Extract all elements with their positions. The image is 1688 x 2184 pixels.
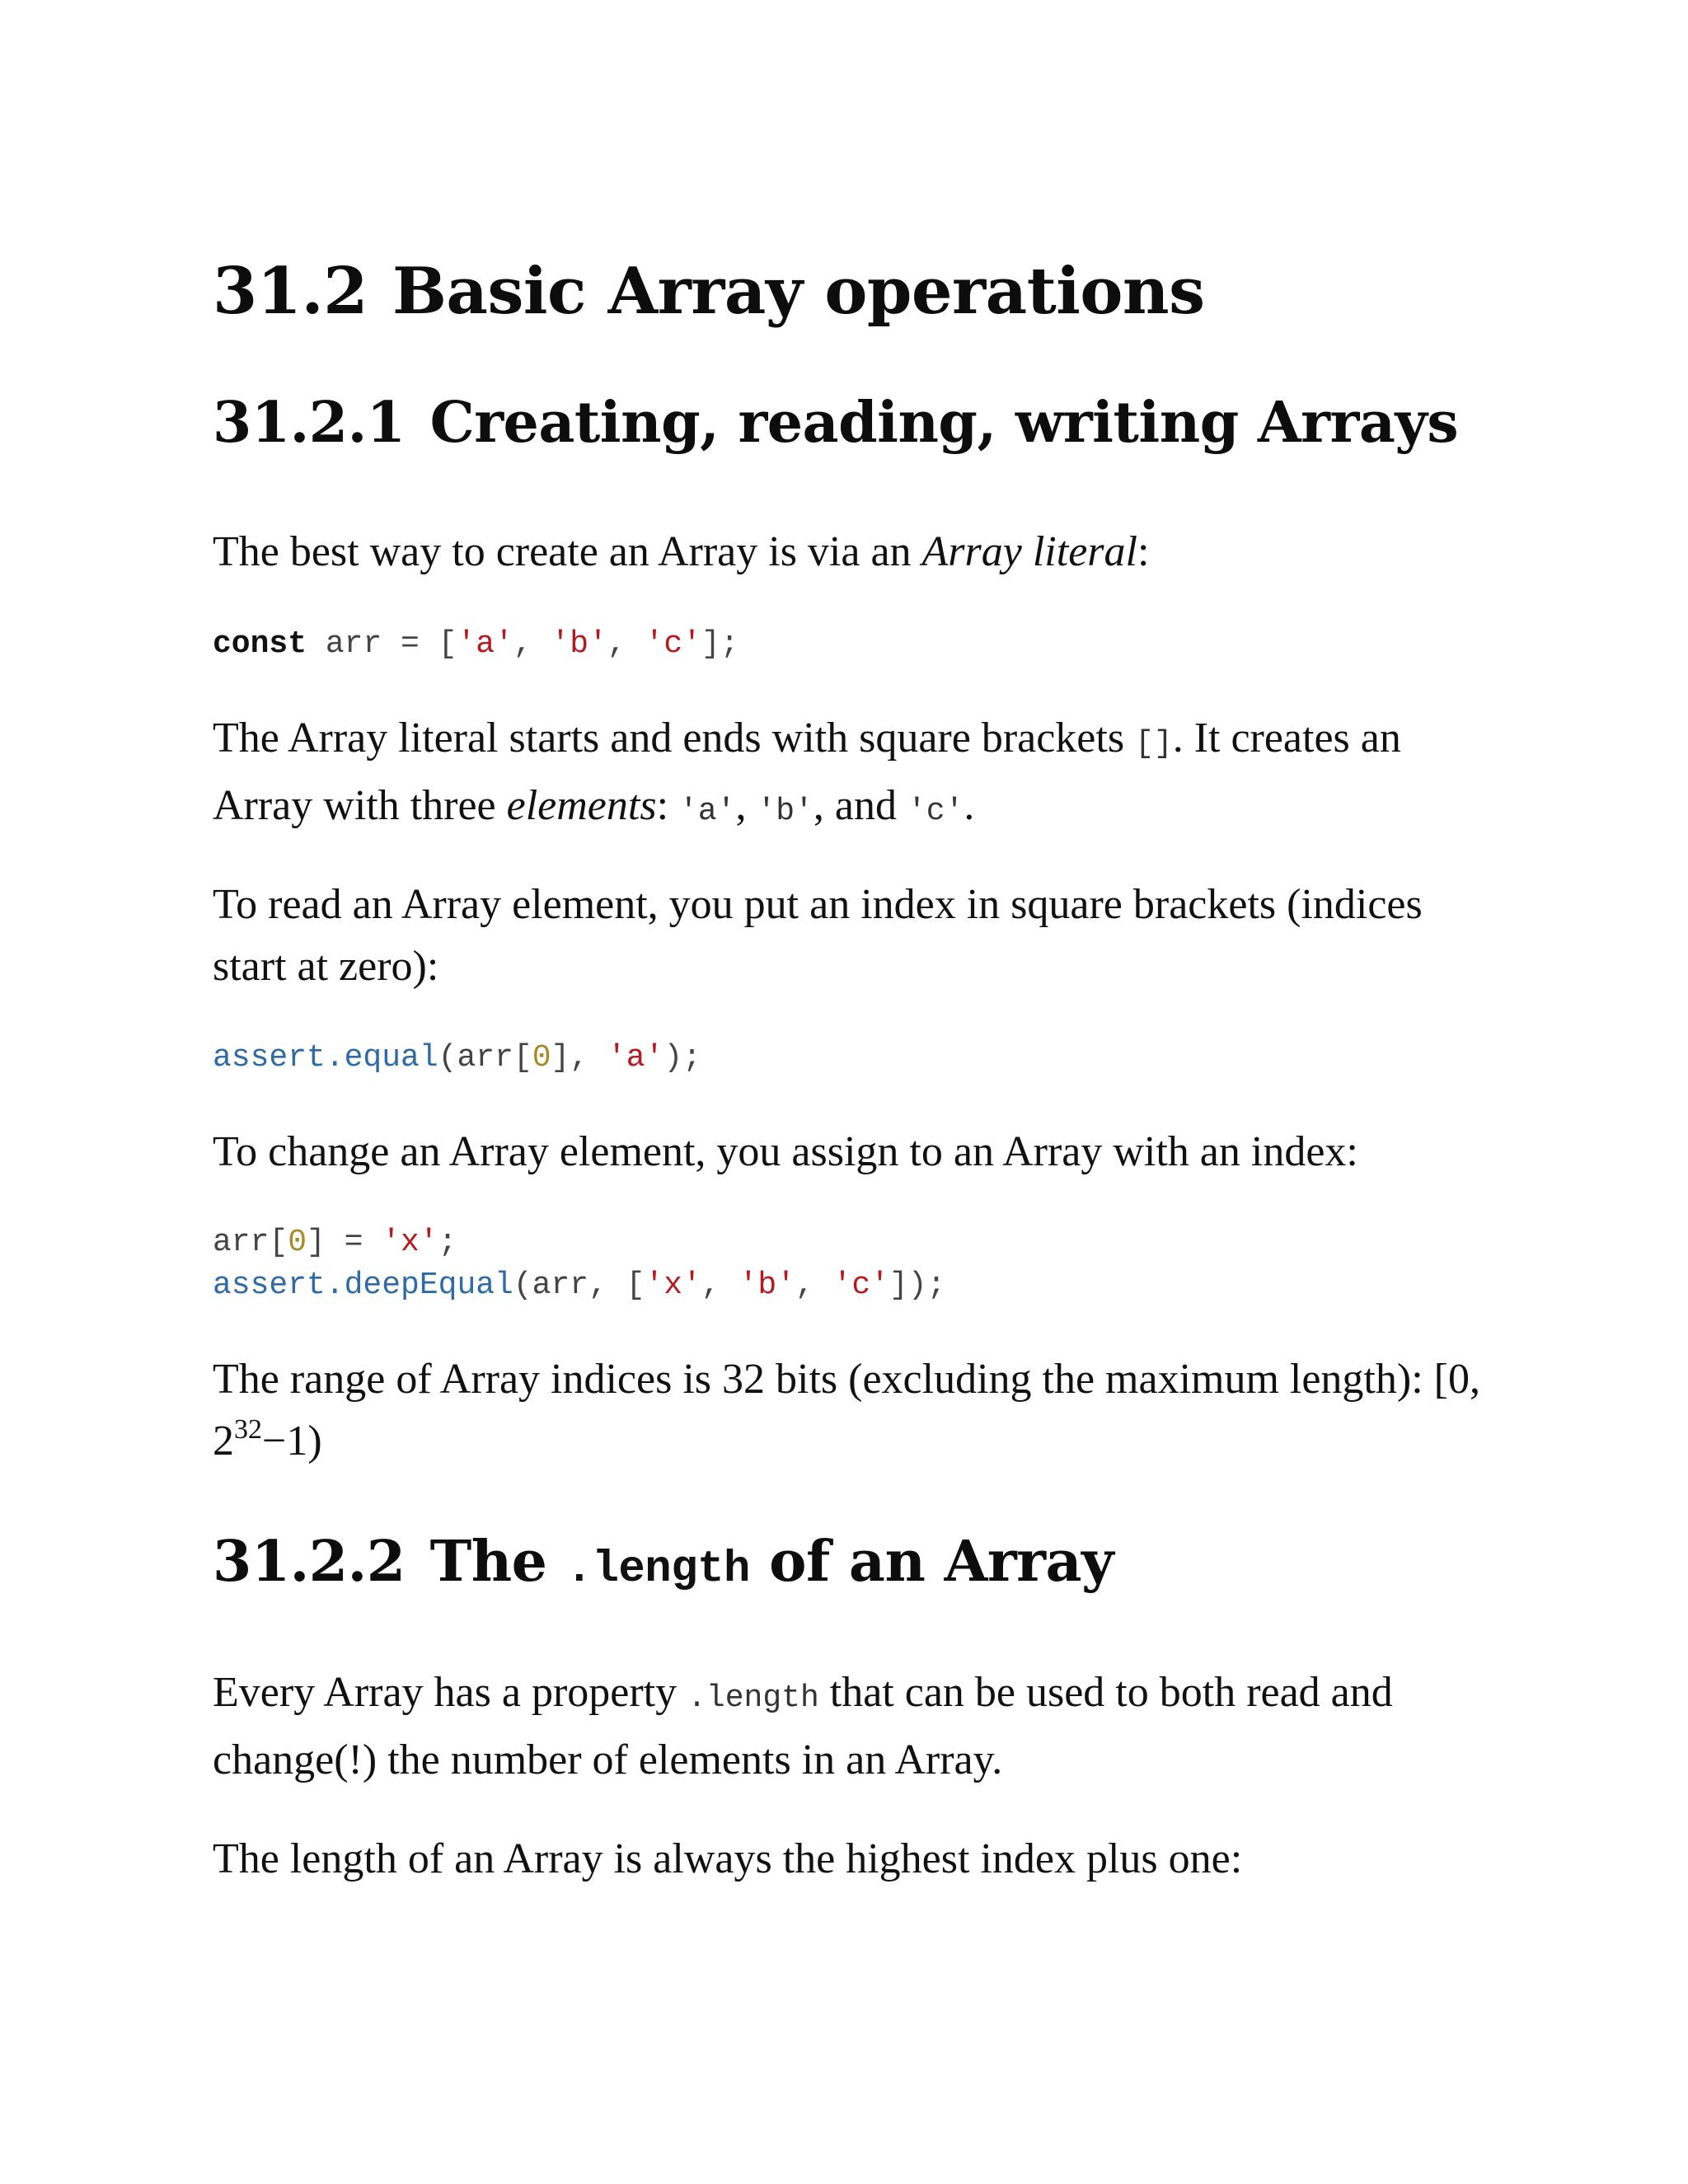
text: The best way to create an Array is via an — [213, 528, 922, 575]
code-string: 'b' — [738, 1268, 795, 1303]
code-block-create — [213, 623, 739, 666]
code-block-read — [213, 1037, 701, 1080]
subsection-number-1: 31.2.1 — [213, 390, 406, 456]
code-text: ]; — [701, 626, 739, 662]
code-text: ; — [438, 1225, 457, 1260]
code-text: , — [607, 626, 645, 662]
code-block-write — [213, 1221, 945, 1307]
inline-code: 'c' — [907, 794, 964, 829]
code-text: , — [513, 626, 551, 662]
text: , and — [813, 782, 907, 829]
subsection-title-part: The — [429, 1529, 566, 1595]
code-text: , — [795, 1268, 833, 1303]
code-number: 0 — [532, 1040, 551, 1076]
code-text: (arr, [ — [513, 1268, 645, 1303]
code-string: 'b' — [551, 626, 607, 662]
code-text: arr[ — [213, 1225, 288, 1260]
superscript: 32 — [234, 1414, 262, 1445]
subsection-title-code: .length — [565, 1544, 750, 1595]
subsection-heading-2 — [213, 1526, 1114, 1605]
section-heading — [213, 252, 1205, 331]
subsection-heading-1 — [213, 387, 1458, 458]
code-text: , — [701, 1268, 739, 1303]
text: . It creates an Array with three — [213, 715, 1401, 829]
paragraph-length-rule: The length of an Array is always the highest index plus one: — [213, 1835, 1243, 1882]
code-string: 'a' — [607, 1040, 664, 1076]
text: , — [735, 782, 757, 829]
section-number: 31.2 — [213, 254, 368, 329]
paragraph-array-literal — [213, 521, 1498, 583]
emphasis: Array literal — [921, 528, 1137, 575]
inline-code: [] — [1135, 726, 1173, 762]
inline-code: 'a' — [679, 794, 736, 829]
code-text: ], — [551, 1040, 607, 1076]
code-string: 'x' — [645, 1268, 701, 1303]
paragraph-read-element: To read an Array element, you put an index in square brackets (indices start at zero): — [213, 881, 1423, 990]
emphasis: elements — [506, 782, 657, 829]
code-text: (arr[ — [438, 1040, 532, 1076]
paragraph-literal-explained — [213, 707, 1498, 842]
text: −1) — [262, 1418, 322, 1465]
text: The range of Array indices is 32 bits (excluding the maximum length): [0, 2 — [213, 1356, 1480, 1465]
paragraph-index-range — [213, 1348, 1498, 1472]
section-title: Basic Array operations — [392, 254, 1205, 329]
code-string: 'a' — [457, 626, 513, 662]
code-string: 'c' — [645, 626, 701, 662]
code-string: 'c' — [832, 1268, 889, 1303]
code-text: arr = [ — [307, 626, 457, 662]
text: . — [964, 782, 975, 829]
code-string: 'x' — [382, 1225, 438, 1260]
subsection-title-1: Creating, reading, writing Arrays — [429, 390, 1459, 456]
text: that can be used to both read and change(!) the number of elements in an Array. — [213, 1669, 1393, 1783]
inline-code: 'b' — [757, 794, 814, 829]
text: The Array literal starts and ends with square brackets — [213, 715, 1136, 762]
text: : — [656, 782, 680, 829]
subsection-title-part: of an Array — [749, 1529, 1114, 1595]
subsection-number-2: 31.2.2 — [213, 1529, 406, 1595]
code-keyword: const — [213, 626, 307, 662]
code-function: assert.deepEqual — [213, 1268, 513, 1303]
text: : — [1137, 528, 1150, 575]
code-text: ]); — [889, 1268, 946, 1303]
inline-code: .length — [687, 1680, 819, 1716]
code-text: ); — [663, 1040, 701, 1076]
code-function: assert.equal — [213, 1040, 438, 1076]
paragraph-change-element: To change an Array element, you assign to an Array with an index: — [213, 1128, 1358, 1175]
paragraph-length-property — [213, 1661, 1498, 1791]
code-text: ] = — [307, 1225, 382, 1260]
code-number: 0 — [288, 1225, 307, 1260]
text: Every Array has a property — [213, 1669, 688, 1716]
